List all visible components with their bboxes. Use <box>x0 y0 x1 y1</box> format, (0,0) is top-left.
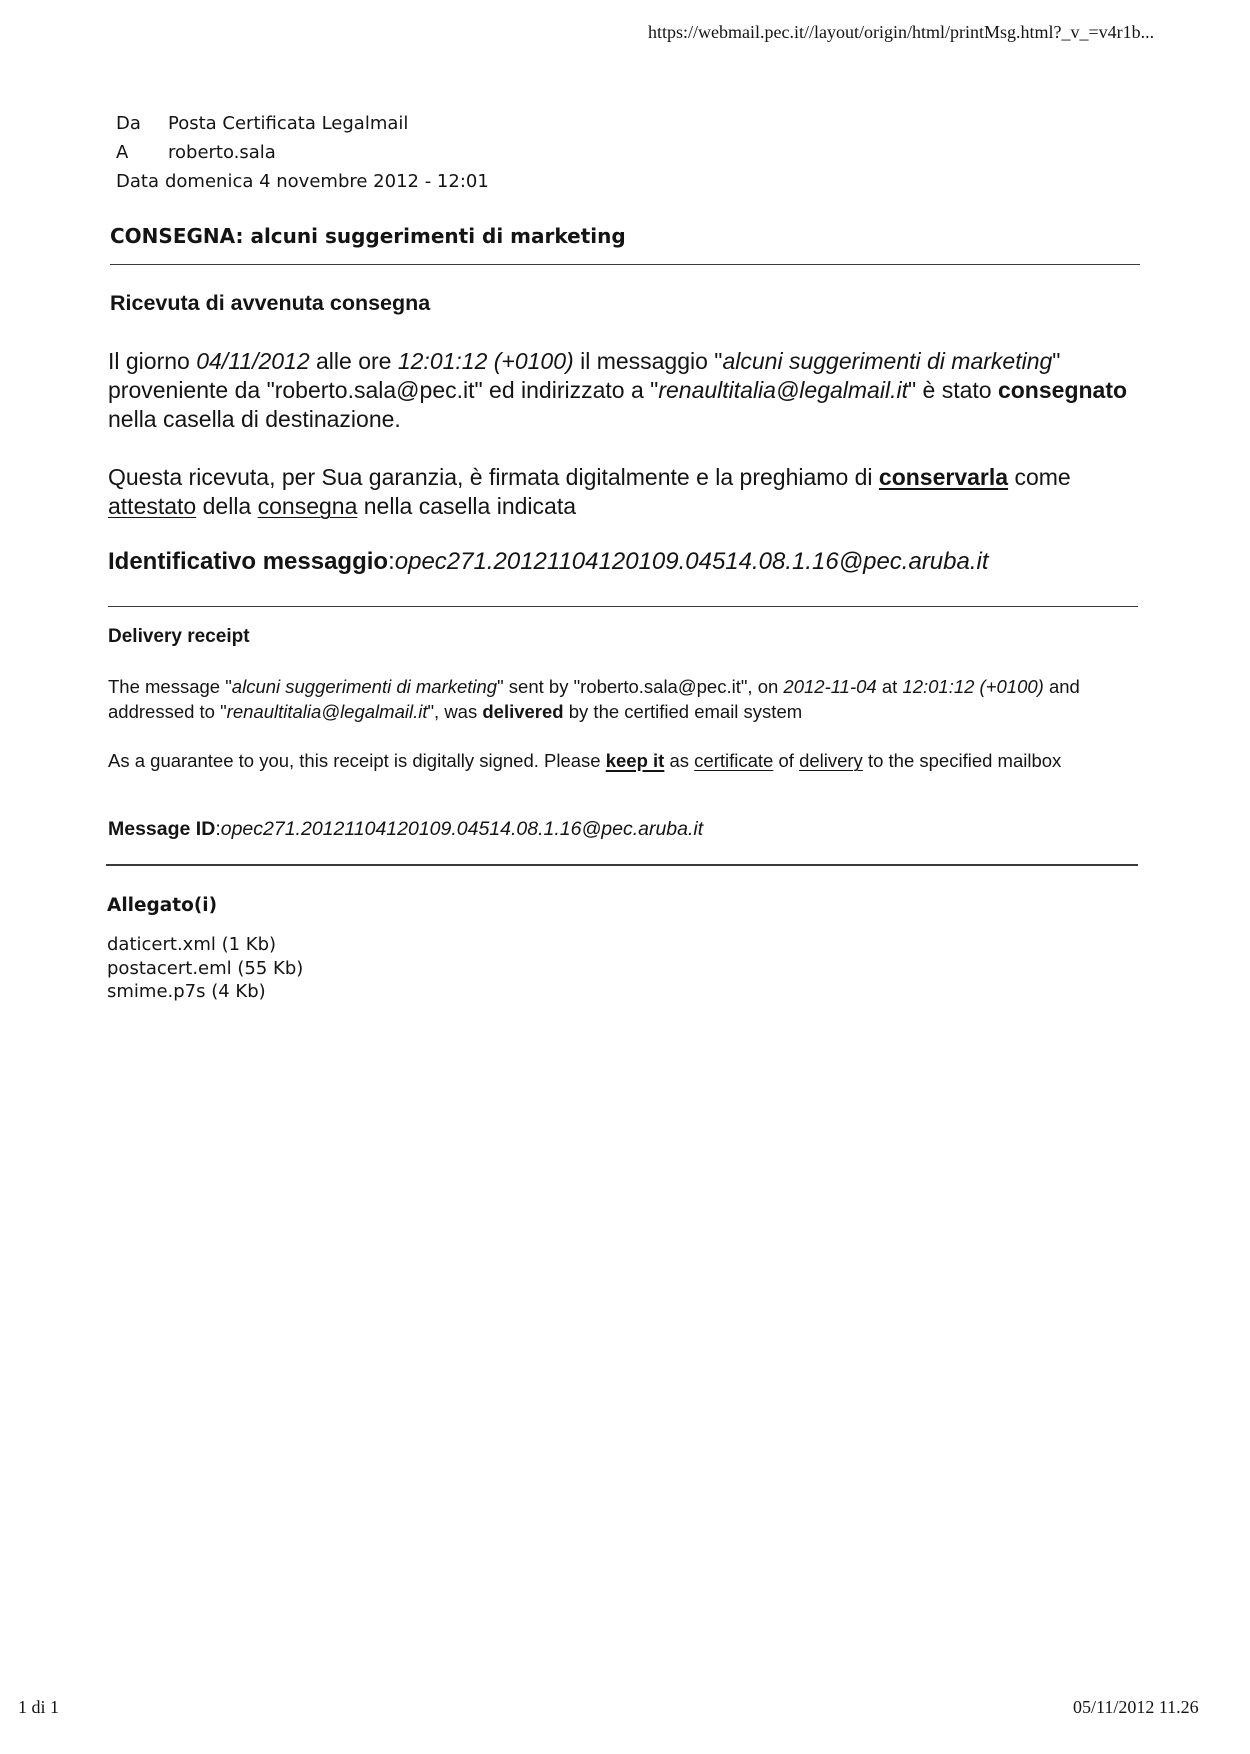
text-segment: Questa ricevuta, per Sua garanzia, è firmata digitalmente e la preghiamo di <box>108 464 879 490</box>
to-label: A <box>116 142 129 163</box>
attachment-item[interactable]: postacert.eml (55 Kb) <box>107 957 304 979</box>
text-segment: come <box>1008 464 1071 490</box>
delivery-time: 12:01:12 (+0100) <box>397 348 574 374</box>
delivery-status: consegnato <box>997 377 1128 403</box>
message-id-label: Message ID <box>108 818 216 840</box>
message-id-value: opec271.20121104120109.04514.08.1.16@pec.aruba.it <box>220 818 704 840</box>
text-segment: of <box>773 750 800 771</box>
attachments-list <box>107 933 303 1004</box>
message-subject: CONSEGNA: alcuni suggerimenti di marketing <box>110 224 626 248</box>
recipient-address: renaultitalia@legalmail.it <box>226 701 428 722</box>
text-segment: nella casella di destinazione. <box>108 406 401 432</box>
text-segment: and addressed to " <box>108 676 1080 722</box>
certificate-term: certificate <box>694 750 774 771</box>
subject-divider <box>110 264 1140 265</box>
italian-receipt-heading: Ricevuta di avvenuta consegna <box>110 291 431 315</box>
text-segment: della <box>196 493 258 519</box>
print-datetime: 05/11/2012 11.26 <box>1073 1697 1199 1717</box>
page-counter: 1 di 1 <box>18 1697 60 1717</box>
text-segment: to the specified mailbox <box>862 750 1062 771</box>
delivery-term: consegna <box>257 493 358 519</box>
message-id-value: opec271.20121104120109.04514.08.1.16@pec.aruba.it <box>394 548 989 575</box>
delivery-time: 12:01:12 (+0100) <box>902 676 1044 697</box>
text-segment: ", was <box>427 701 483 722</box>
english-message-id <box>108 818 703 841</box>
italian-section-divider <box>108 606 1138 607</box>
text-segment: " proveniente da "roberto.sala@pec.it" ed indirizzato a " <box>108 348 1061 403</box>
text-segment: " è stato <box>907 377 998 403</box>
attachments-title: Allegato(i) <box>107 895 218 916</box>
keep-term: keep it <box>605 750 665 771</box>
keep-term: conservarla <box>878 464 1009 490</box>
print-url: https://webmail.pec.it//layout/origin/html/printMsg.html?_v_=v4r1b... <box>648 22 1155 42</box>
english-receipt-paragraph <box>108 674 1128 724</box>
text-segment: The message " <box>108 676 232 697</box>
message-id-label: Identificativo messaggio <box>108 548 389 575</box>
italian-message-id <box>108 548 989 576</box>
from-value: Posta Certificata Legalmail <box>168 113 409 134</box>
to-value: roberto.sala <box>168 142 276 163</box>
from-label: Da <box>116 113 141 134</box>
text-segment: " sent by "roberto.sala@pec.it", on <box>497 676 784 697</box>
message-id-separator: : <box>388 548 395 575</box>
attachment-item[interactable]: smime.p7s (4 Kb) <box>107 981 266 1002</box>
header-to-row <box>116 142 276 163</box>
message-subject-ref: alcuni suggerimenti di marketing <box>231 676 498 697</box>
message-id-separator: : <box>215 818 221 840</box>
text-segment: as <box>664 750 695 771</box>
header-from-row <box>116 113 408 134</box>
certificate-term: attestato <box>108 493 197 519</box>
italian-receipt-paragraph <box>108 347 1148 434</box>
english-receipt-heading: Delivery receipt <box>108 626 250 647</box>
text-segment: alle ore <box>309 348 398 374</box>
message-subject-ref: alcuni suggerimenti di marketing <box>722 348 1053 374</box>
text-segment: at <box>876 676 903 697</box>
date-label: Data <box>116 171 159 192</box>
text-segment: nella casella indicata <box>357 493 576 519</box>
date-value: domenica 4 novembre 2012 - 12:01 <box>164 171 489 192</box>
english-section-divider <box>106 864 1138 866</box>
text-segment: Il giorno <box>108 348 197 374</box>
delivery-status: delivered <box>482 701 564 722</box>
delivery-date: 04/11/2012 <box>196 348 310 374</box>
delivery-date: 2012-11-04 <box>783 676 877 697</box>
delivery-term: delivery <box>799 750 863 771</box>
attachment-item[interactable]: daticert.xml (1 Kb) <box>107 934 277 955</box>
italian-guarantee-paragraph <box>108 463 1148 521</box>
recipient-address: renaultitalia@legalmail.it <box>658 377 908 403</box>
text-segment: il messaggio " <box>573 348 723 374</box>
english-guarantee-paragraph <box>108 748 1128 773</box>
text-segment: As a guarantee to you, this receipt is digitally signed. Please <box>108 750 606 771</box>
header-date-row <box>116 171 489 192</box>
text-segment: by the certified email system <box>563 701 803 722</box>
